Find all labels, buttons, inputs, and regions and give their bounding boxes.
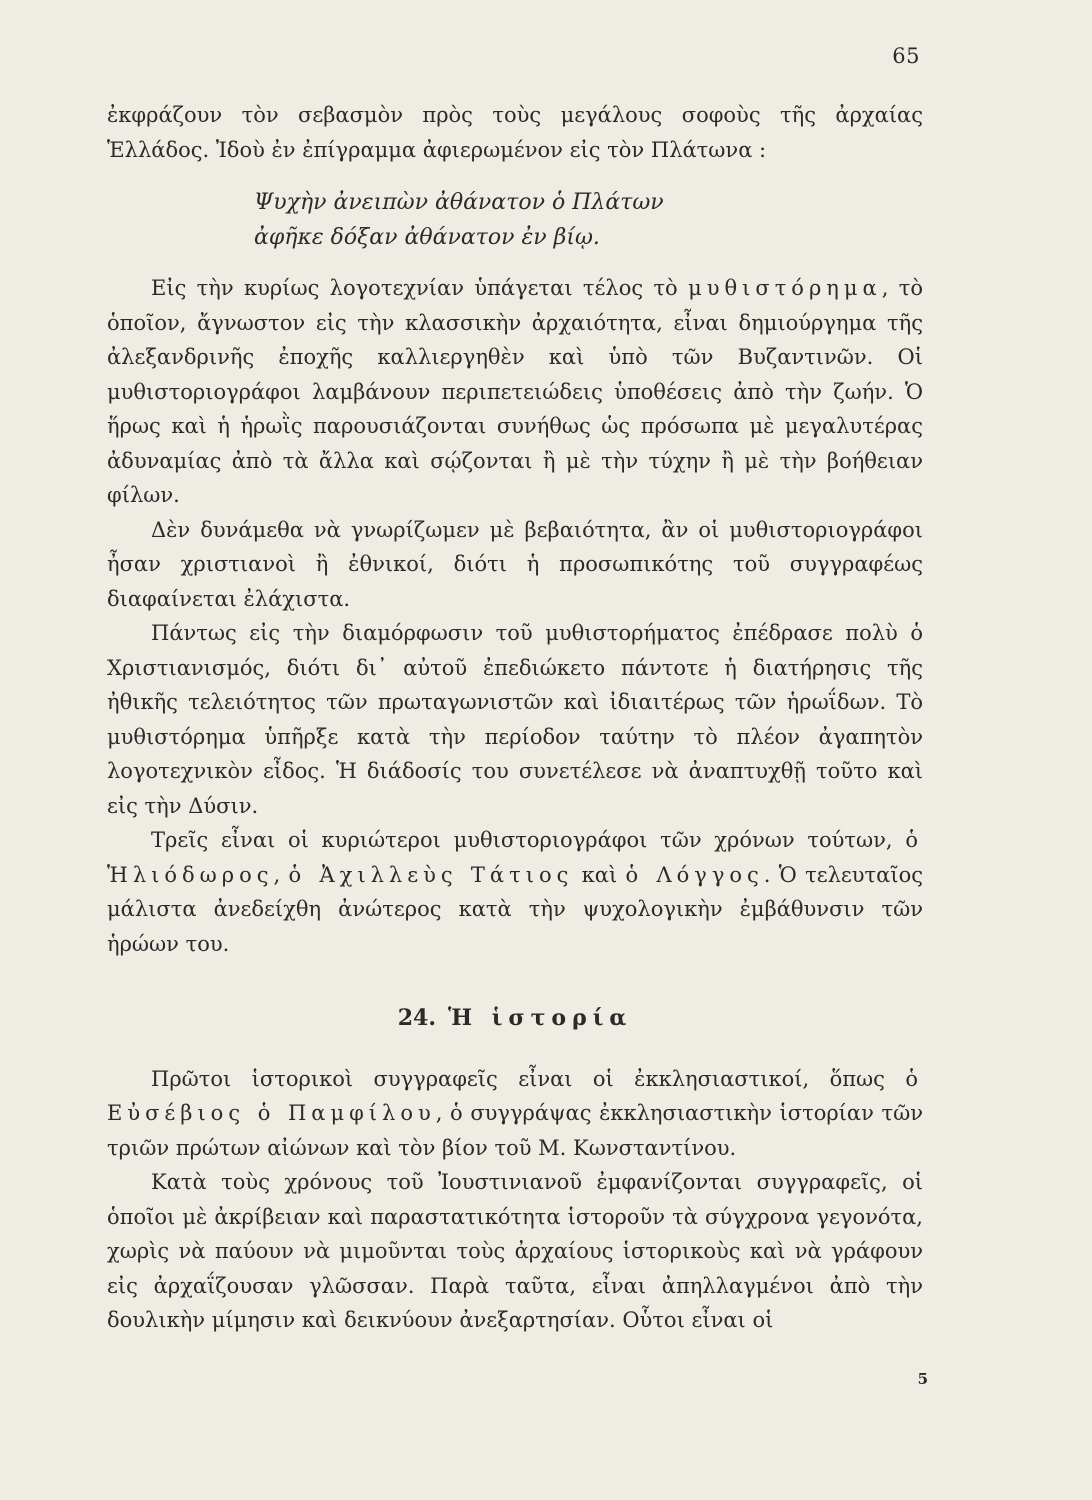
section-number: 24. [397,1005,436,1031]
paragraph-2-part-2: , τὸ ὁποῖον, ἄγνωστον εἰς τὴν κλασσικὴν ἀρχαιότητα, εἶναι δημιούργημα τῆς ἀλεξανδρινῆς ἐποχῆς καλλιεργηθὲν καὶ ὑπὸ τῶν Βυζαντινῶν. Οἱ μυθιστοριογράφοι λαμβάνουν περιπετειώδεις ὑποθέσεις ἀπὸ τὴν ζωήν. Ὁ ἥρως καὶ ἡ ἡρωῒς παρουσιάζονται συνήθως ὡς πρόσωπα μὲ μεγαλυτέρας ἀδυναμίας ἀπὸ τὰ ἄλλα καὶ σῴζονται ἢ μὲ τὴν τύχην ἢ μὲ τὴν βοήθειαν φίλων. [107,276,923,507]
author-longus: ὁ Λόγγος [625,862,764,887]
poem-line-2: ἀφῆκε δόξαν ἀθάνατον ἐν βίῳ. [254,225,600,250]
paragraph-6-part-2: , ὁ συγγράψας ἐκκλησιαστικὴν ἱστορίαν τῶν τριῶν πρώτων αἰώνων καὶ τὸν βίον τοῦ Μ. Κωνσταντίνου. [107,1101,923,1160]
author-eusebius: ὁ Εὐσέβιος ὁ Παμφίλου [107,1066,923,1125]
paragraph-5-part-1: Τρεῖς εἶναι οἱ κυριώτεροι μυθιστοριογράφοι τῶν χρόνων τούτων, [151,828,906,852]
author-achilles-tatius: ὁ Ἀχιλλεὺς Τάτιος [288,862,574,887]
section-title: Ἡ ἱστορία [448,1005,633,1031]
section-heading [107,1001,923,1036]
page-number: 65 [892,44,920,68]
paragraph-5-part-4: . Ὁ τελευταῖος μάλιστα ἀνεδείχθη ἀνώτερος κατὰ τὴν ψυχολογικὴν ἐμβάθυνσιν τῶν ἡρώων του. [107,862,923,956]
epigram-poem [254,185,923,255]
paragraph-7: Κατὰ τοὺς χρόνους τοῦ Ἰουστινιανοῦ ἐμφανίζονται συγγραφεῖς, οἱ ὁποῖοι μὲ ἀκρίβειαν καὶ παραστατικότητα ἱστοροῦν τὰ σύγχρονα γεγονότα, χωρὶς νὰ παύουν νὰ μιμοῦνται τοὺς ἀρχαίους ἱστορικοὺς καὶ νὰ γράφουν εἰς ἀρχαΐζουσαν γλῶσσαν. Παρὰ ταῦτα, εἶναι ἀπηλλαγμένοι ἀπὸ τὴν δουλικὴν μίμησιν καὶ δεικνύουν ἀνεξαρτησίαν. Οὗτοι εἶναι οἱ [107,1170,923,1332]
poem-line-1: Ψυχὴν ἀνειπὼν ἀθάνατον ὁ Πλάτων [254,190,664,215]
paragraph-2-part-1: Εἰς τὴν κυρίως λογοτεχνίαν ὑπάγεται τέλος τὸ [151,276,689,300]
signature-mark: 5 [917,1370,928,1388]
paragraph-5 [107,823,923,961]
main-text [107,98,923,1338]
paragraph-6 [107,1062,923,1166]
term-novel: μυθιστόρημα [688,276,882,300]
author-heliodorus: ὁ Ἡλιόδωρος [107,828,923,887]
paragraph-5-part-2: , [273,862,289,887]
paragraph-6-part-1: Πρῶτοι ἱστορικοὶ συγγραφεῖς εἶναι οἱ ἐκκλησιαστικοί, ὅπως [151,1066,906,1091]
paragraph-4: Πάντως εἰς τὴν διαμόρφωσιν τοῦ μυθιστορήματος ἐπέδρασε πολὺ ὁ Χριστιανισμός, διότι δι᾽ αὐτοῦ ἐπεδιώκετο πάντοτε ἡ διατήρησις τῆς ἠθικῆς τελειότητος τῶν πρωταγωνιστῶν καὶ ἰδιαιτέρως τῶν ἡρωΐδων. Τὸ μυθιστόρημα ὑπῆρξε κατὰ τὴν περίοδον ταύτην τὸ πλέον ἀγαπητὸν λογοτεχνικὸν εἶδος. Ἡ διάδοσίς του συνετέλεσε νὰ ἀναπτυχθῇ τοῦτο καὶ εἰς τὴν Δύσιν. [107,621,923,818]
paragraph-5-part-3: καὶ [573,862,626,887]
paragraph-2 [107,271,923,513]
paragraph-1: ἐκφράζουν τὸν σεβασμὸν πρὸς τοὺς μεγάλους σοφοὺς τῆς ἀρχαίας Ἑλλάδος. Ἰδοὺ ἐν ἐπίγραμμα ἀφιερωμένον εἰς τὸν Πλάτωνα : [107,103,923,162]
paragraph-3: Δὲν δυνάμεθα νὰ γνωρίζωμεν μὲ βεβαιότητα, ἂν οἱ μυθιστοριογράφοι ἦσαν χριστιανοὶ ἢ ἐθνικοί, διότι ἡ προσωπικότης τοῦ συγγραφέως διαφαίνεται ἐλάχιστα. [107,517,923,611]
